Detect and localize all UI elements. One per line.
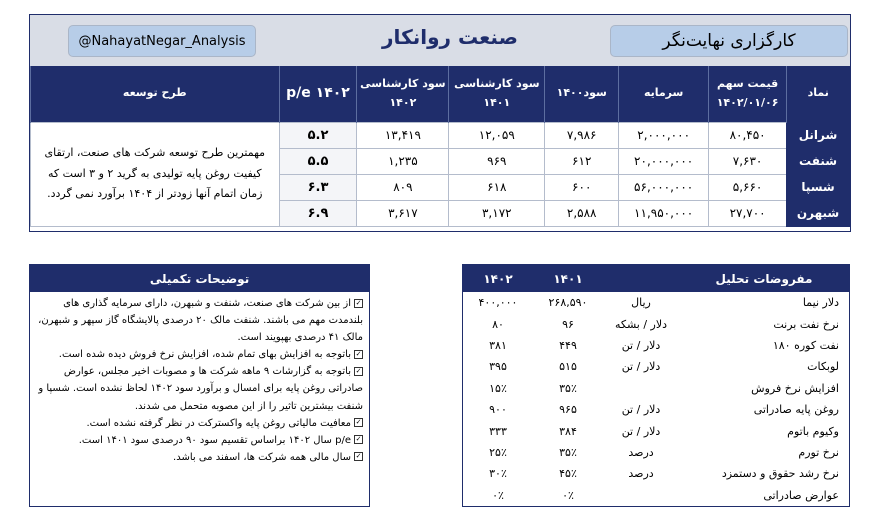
assumption-1401: ۹۶ <box>562 317 574 331</box>
checkbox-icon: ✓ <box>355 452 362 461</box>
page-title: صنعت روانکار <box>382 25 518 49</box>
assumptions-col-1401: ۱۴۰۱ <box>533 265 603 292</box>
assumption-1402: ۳۰٪ <box>489 467 507 481</box>
row-expert-1402: ۱۳,۴۱۹ <box>357 122 449 148</box>
table-row <box>463 378 849 399</box>
col-price: قیمت سهم ۱۴۰۲/۰۱/۰۶ <box>709 66 787 122</box>
assumption-unit: دلار / بشکه <box>614 317 668 331</box>
assumption-label: لوبکات <box>807 360 839 374</box>
row-price: ۲۷,۷۰۰ <box>709 200 787 226</box>
assumption-1401: ۴۴۹ <box>559 338 577 352</box>
development-plan-text: مهمترین طرح توسعه شرکت های صنعت، ارتقای کیفیت روغن پایه تولیدی به گرید ۲ و ۳ است که زمان اتمام آنها زودتر از ۱۴۰۴ برآورد نمی گردد. <box>31 122 280 226</box>
assumption-label: نرخ تورم <box>798 445 839 459</box>
row-capital: ۲۰,۰۰۰,۰۰۰ <box>619 148 709 174</box>
assumptions-header-row <box>463 265 849 292</box>
assumption-1401: ۹۶۵ <box>559 403 577 417</box>
assumption-1402: ۳۹۵ <box>489 360 507 374</box>
assumption-1402: ۰٪ <box>492 488 504 502</box>
table-row <box>463 463 849 484</box>
table-row <box>463 356 849 377</box>
assumption-unit: درصد <box>628 467 654 481</box>
col-expert-profit-1401: سود کارشناسی ۱۴۰۱ <box>449 66 545 122</box>
row-pe: ۵.۵ <box>279 148 357 174</box>
table-row <box>31 122 850 148</box>
assumption-1402: ۲۵٪ <box>489 445 507 459</box>
assumptions-col-1402: ۱۴۰۲ <box>463 265 533 292</box>
assumption-unit: دلار / تن <box>621 424 661 438</box>
assumption-1401: ۰٪ <box>562 488 574 502</box>
row-pe: ۵.۲ <box>279 122 357 148</box>
row-profit-1400: ۶۱۲ <box>545 148 619 174</box>
note-item: ✓معافیت مالیاتی روغن پایه واکسترکت در نظر گرفته نشده است. <box>86 417 362 429</box>
note-item: ✓از بین شرکت های صنعت، شنفت و شبهرن، دارای سرمایه گذاری های بلندمدت مهم می باشند. شنفت مالک ۲۰ درصدی پالایشگاه گاز سپهر و شبهرن، مالک ۴۱ درصدی بهپویند است. <box>38 298 363 344</box>
table-row <box>463 313 849 334</box>
col-plan: طرح توسعه <box>31 66 280 122</box>
table-row <box>463 335 849 356</box>
valuation-table <box>30 66 850 227</box>
row-profit-1400: ۷,۹۸۶ <box>545 122 619 148</box>
assumption-1402: ۴۰۰,۰۰۰ <box>478 296 518 310</box>
col-symbol: نماد <box>787 66 850 122</box>
assumption-unit: دلار / تن <box>621 338 661 352</box>
col-profit-1400: سود۱۴۰۰ <box>545 66 619 122</box>
row-expert-1401: ۶۱۸ <box>449 174 545 200</box>
row-expert-1401: ۱۲,۰۵۹ <box>449 122 545 148</box>
assumption-1402: ۸۰ <box>492 317 504 331</box>
assumption-unit: ریال <box>631 296 651 310</box>
assumption-1401: ۳۸۴ <box>559 424 577 438</box>
assumptions-table <box>463 265 849 506</box>
col-pe: p/e ۱۴۰۲ <box>279 66 357 122</box>
supplementary-notes-panel <box>29 264 370 507</box>
assumption-unit <box>603 378 679 399</box>
row-capital: ۲,۰۰۰,۰۰۰ <box>619 122 709 148</box>
row-expert-1401: ۹۶۹ <box>449 148 545 174</box>
table-row <box>463 442 849 463</box>
assumption-label: وکیوم باتوم <box>787 424 839 438</box>
notes-list <box>30 292 369 466</box>
row-pe: ۶.۹ <box>279 200 357 226</box>
assumption-1401: ۲۶۸,۵۹۰ <box>548 296 588 310</box>
row-capital: ۱۱,۹۵۰,۰۰۰ <box>619 200 709 226</box>
assumption-1401: ۴۵٪ <box>559 467 577 481</box>
assumption-unit <box>603 485 679 506</box>
row-symbol: شنفت <box>787 148 850 174</box>
header-bar <box>30 15 850 66</box>
assumption-unit: دلار / تن <box>621 403 661 417</box>
checkbox-icon: ✓ <box>355 349 362 358</box>
assumption-1402: ۳۸۱ <box>489 338 507 352</box>
checkbox-icon: ✓ <box>355 435 362 444</box>
checkbox-icon: ✓ <box>355 366 362 375</box>
row-price: ۵,۶۶۰ <box>709 174 787 200</box>
row-expert-1402: ۱,۲۳۵ <box>357 148 449 174</box>
row-expert-1402: ۳,۶۱۷ <box>357 200 449 226</box>
row-symbol: شسپا <box>787 174 850 200</box>
checkbox-icon: ✓ <box>355 298 362 307</box>
table-header-row <box>31 66 850 122</box>
assumption-unit: دلار / تن <box>621 360 661 374</box>
row-pe: ۶.۳ <box>279 174 357 200</box>
table-row <box>463 399 849 420</box>
note-item: ✓باتوجه به گزارشات ۹ ماهه شرکت ها و مصوبات اخیر مجلس، عوارض صادراتی روغن پایه برای امسال و برآورد سود ۱۴۰۲ لحاظ نشده است. شسپا و شنفت بیشترین تاثیر را از این مصوبه متحمل می شدند. <box>38 366 363 412</box>
row-capital: ۵۶,۰۰۰,۰۰۰ <box>619 174 709 200</box>
assumption-label: افزایش نرخ فروش <box>751 381 839 395</box>
assumption-label: نرخ رشد حقوق و دستمزد <box>721 467 839 481</box>
row-profit-1400: ۲,۵۸۸ <box>545 200 619 226</box>
row-expert-1401: ۳,۱۷۲ <box>449 200 545 226</box>
assumptions-title: مفروضات تحلیل <box>679 265 849 292</box>
col-expert-profit-1402: سود کارشناسی ۱۴۰۲ <box>357 66 449 122</box>
assumption-label: روغن پایه صادراتی <box>753 403 839 417</box>
note-item: ✓باتوجه به افزایش بهای تمام شده، افزایش نرخ فروش دیده شده است. <box>58 349 362 361</box>
assumption-label: عوارض صادراتی <box>763 488 839 502</box>
col-capital: سرمایه <box>619 66 709 122</box>
row-price: ۷,۶۳۰ <box>709 148 787 174</box>
row-price: ۸۰,۴۵۰ <box>709 122 787 148</box>
assumption-1401: ۵۱۵ <box>559 360 577 374</box>
assumption-1401: ۳۵٪ <box>559 445 577 459</box>
note-item: ✓سال مالی همه شرکت ها، اسفند می باشد. <box>173 451 362 463</box>
notes-title: توضیحات تکمیلی <box>30 265 369 292</box>
analysis-assumptions-panel <box>462 264 850 507</box>
row-profit-1400: ۶۰۰ <box>545 174 619 200</box>
assumption-1402: ۱۵٪ <box>489 381 507 395</box>
row-symbol: شرانل <box>787 122 850 148</box>
assumption-1402: ۹۰۰ <box>489 403 507 417</box>
assumption-1401: ۳۵٪ <box>559 381 577 395</box>
assumption-label: نفت کوره ۱۸۰ <box>772 338 839 352</box>
checkbox-icon: ✓ <box>355 418 362 427</box>
assumption-unit: درصد <box>628 445 654 459</box>
assumption-label: دلار نیما <box>802 296 839 310</box>
note-item: ✓p/e سال ۱۴۰۲ براساس تقسیم سود ۹۰ درصدی سود ۱۴۰۱ است. <box>78 434 362 446</box>
row-symbol: شبهرن <box>787 200 850 226</box>
assumption-1402: ۳۳۳ <box>489 424 507 438</box>
telegram-handle: @NahayatNegar_Analysis <box>68 25 256 57</box>
valuation-panel <box>29 14 851 232</box>
table-row <box>463 292 849 313</box>
row-expert-1402: ۸۰۹ <box>357 174 449 200</box>
assumptions-unit-col <box>603 265 679 292</box>
table-row <box>463 485 849 506</box>
assumption-label: نرخ نفت برنت <box>773 317 839 331</box>
brokerage-name: کارگزاری نهایت‌نگر <box>610 25 848 57</box>
table-row <box>463 420 849 441</box>
